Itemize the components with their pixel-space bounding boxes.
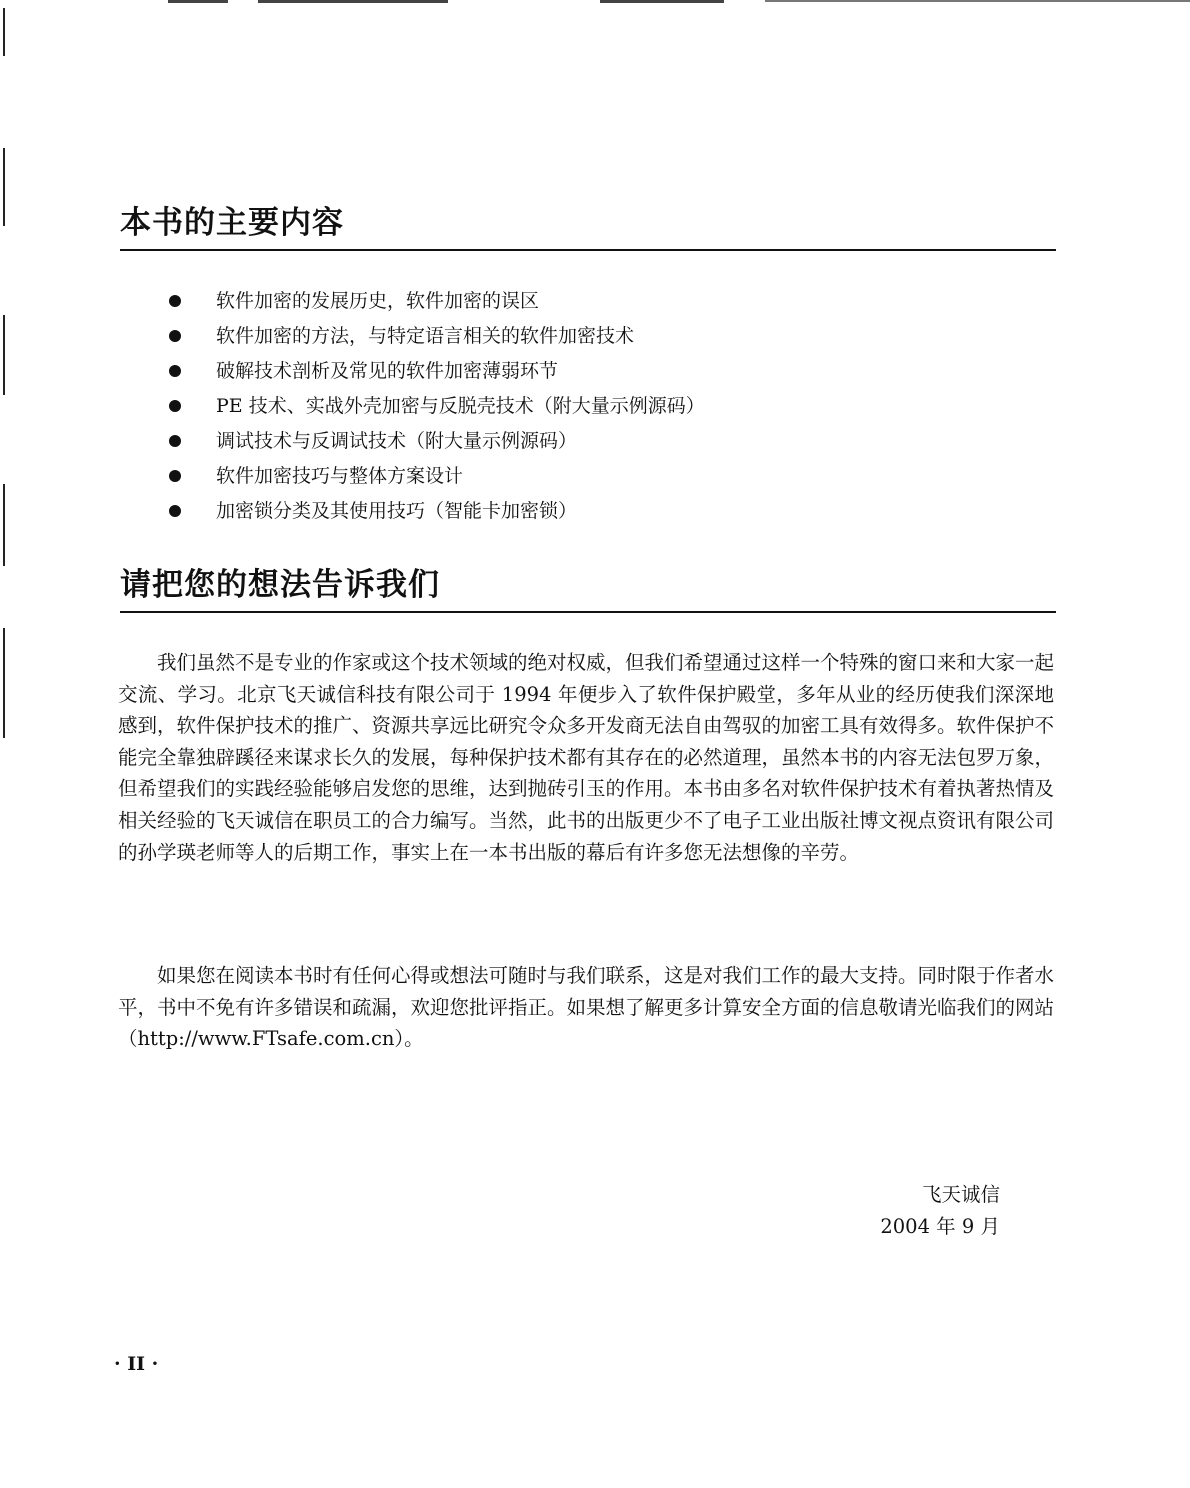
list-item-text: 加密锁分类及其使用技巧（智能卡加密锁） xyxy=(216,500,578,522)
list-item xyxy=(168,391,705,426)
bullet-icon xyxy=(169,400,181,412)
bullet-icon xyxy=(169,470,181,482)
list-item xyxy=(168,426,705,461)
scan-margin-mark xyxy=(3,148,5,226)
list-item-text: 调试技术与反调试技术（附大量示例源码） xyxy=(216,430,578,452)
scan-artifact-top xyxy=(0,0,1190,6)
scan-margin-mark xyxy=(3,628,5,738)
page-number: · II · xyxy=(114,1353,159,1375)
list-item xyxy=(168,496,705,531)
list-item-text: 软件加密的发展历史，软件加密的误区 xyxy=(216,290,540,312)
body-paragraph-block xyxy=(118,647,1054,868)
list-item xyxy=(168,286,705,321)
list-item-text: 软件加密技巧与整体方案设计 xyxy=(216,465,464,487)
bullet-icon xyxy=(169,505,181,517)
section-heading-main-contents: 本书的主要内容 xyxy=(120,203,1056,251)
signature-name: 飞天诚信 xyxy=(921,1183,1000,1206)
bullet-icon xyxy=(169,365,181,377)
main-contents-list xyxy=(168,286,705,531)
scan-margin-mark xyxy=(3,8,5,56)
scan-margin-mark xyxy=(3,484,5,566)
paragraph: 我们虽然不是专业的作家或这个技术领域的绝对权威，但我们希望通过这样一个特殊的窗口来和大家一起交流、学习。北京飞天诚信科技有限公司于 1994 年便步入了软件保护殿堂，多年从业的经历使我们深深地感到，软件保护技术的推广、资源共享远比研究令众多开发商无法自由驾驭的加密工具有效得多。软件保护不能完全靠独辟蹊径来谋求长久的发展，每种保护技术都有其存在的必然道理，虽然本书的内容无法包罗万象，但希望我们的实践经验能够启发您的思维，达到抛砖引玉的作用。本书由多名对软件保护技术有着执著热情及相关经验的飞天诚信在职员工的合力编写。当然，此书的出版更少不了电子工业出版社博文视点资讯有限公司的孙学瑛老师等人的后期工作，事实上在一本书出版的幕后有许多您无法想像的辛劳。 xyxy=(118,651,1055,864)
section-heading-feedback: 请把您的想法告诉我们 xyxy=(120,565,1056,613)
signature-date: 2004 年 9 月 xyxy=(880,1215,1000,1238)
body-paragraph-block xyxy=(118,960,1054,1055)
list-item-text: 软件加密的方法，与特定语言相关的软件加密技术 xyxy=(216,325,635,347)
bullet-icon xyxy=(169,330,181,342)
list-item xyxy=(168,321,705,356)
list-item xyxy=(168,356,705,391)
bullet-icon xyxy=(169,435,181,447)
list-item xyxy=(168,461,705,496)
bullet-icon xyxy=(169,295,181,307)
list-item-text: 破解技术剖析及常见的软件加密薄弱环节 xyxy=(216,360,559,382)
scan-margin-mark xyxy=(3,315,5,395)
list-item-text: PE 技术、实战外壳加密与反脱壳技术（附大量示例源码） xyxy=(216,395,705,417)
paragraph: 如果您在阅读本书时有任何心得或想法可随时与我们联系，这是对我们工作的最大支持。同时限于作者水平，书中不免有许多错误和疏漏，欢迎您批评指正。如果想了解更多计算安全方面的信息敬请光临我们的网站（http://www.FTsafe.com.cn）。 xyxy=(118,964,1055,1051)
